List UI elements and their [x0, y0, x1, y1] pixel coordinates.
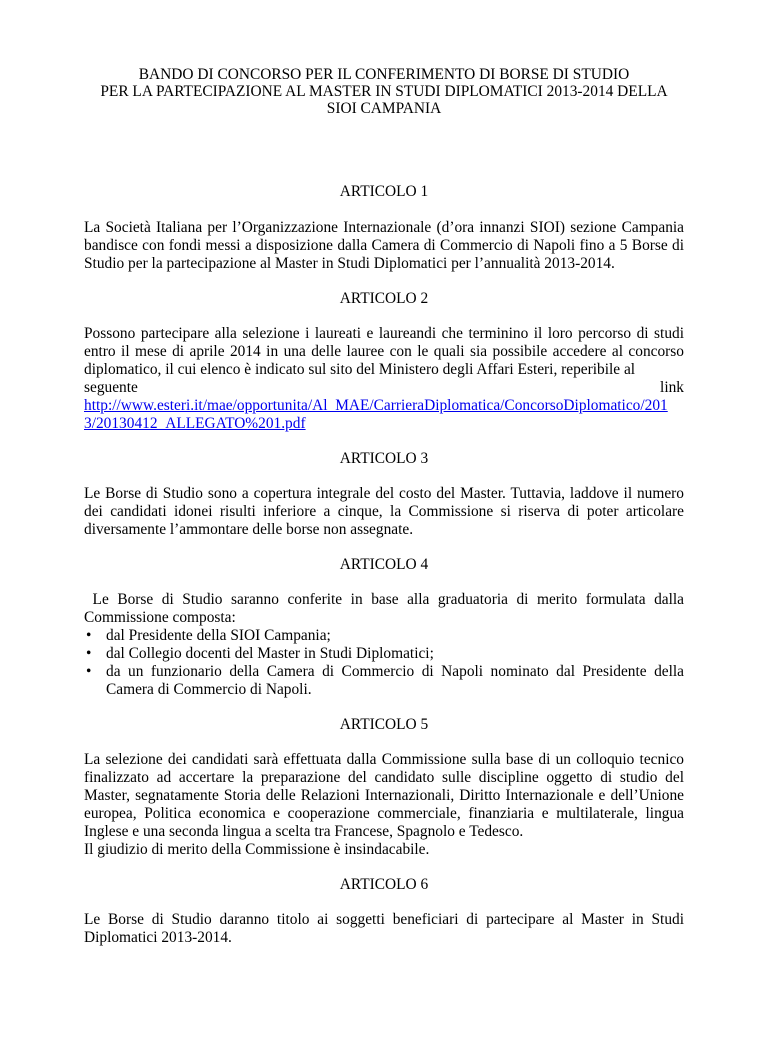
- bullet-icon: •: [86, 627, 92, 644]
- list-item-text: da un funzionario della Camera di Commercio di Napoli nominato dal Presidente della Camera di Commercio di Napoli.: [106, 663, 684, 698]
- article-6: [84, 876, 684, 947]
- article-4: [84, 556, 688, 699]
- article-text: Le Borse di Studio daranno titolo ai soggetti beneficiari di partecipare al Master in Studi Diplomatici 2013-2014.: [84, 911, 684, 946]
- article-heading: ARTICOLO 2: [339, 290, 429, 307]
- ministry-link[interactable]: [84, 397, 684, 433]
- article-text-end: seguente link: [84, 379, 684, 396]
- article-2: [84, 290, 684, 433]
- article-text: La selezione dei candidati sarà effettuata dalla Commissione sulla base di un colloquio tecnico finalizzato ad accertare la preparazione del candidato sulle discipline oggetto di studio del Master, segnatamente Storia delle Relazioni Internazionali, Diritto Internazionale e dell’Unione europea, Politica economica e cooperazione commerciale, finanziaria e multilaterale, lingua Inglese e una seconda lingua a scelta tra Francese, Spagnolo e Tedesco.: [84, 751, 684, 840]
- article-heading: ARTICOLO 1: [339, 183, 429, 200]
- link-line: http://www.esteri.it/mae/opportunita/Al_MAE/CarrieraDiplomatica/ConcorsoDiplomatico/201: [84, 397, 668, 414]
- list-item-text: dal Presidente della SIOI Campania;: [106, 627, 331, 644]
- article-heading: ARTICOLO 5: [339, 716, 429, 733]
- article-heading: ARTICOLO 6: [339, 876, 429, 893]
- list-item: [84, 663, 684, 699]
- bullet-icon: •: [86, 645, 92, 662]
- article-text: Le Borse di Studio saranno conferite in base alla graduatoria di merito formulata dalla Commissione composta:: [84, 591, 688, 626]
- document-page: [0, 66, 768, 1060]
- list-item: [84, 627, 684, 645]
- article-1: [84, 183, 684, 273]
- bullet-icon: •: [86, 663, 92, 680]
- title-line: PER LA PARTECIPAZIONE AL MASTER IN STUDI DIPLOMATICI 2013-2014 DELLA: [100, 83, 668, 100]
- link-line: 3/20130412_ALLEGATO%201.pdf: [84, 415, 306, 432]
- article-text: Il giudizio di merito della Commissione è insindacabile.: [84, 841, 430, 858]
- article-5: [84, 716, 684, 859]
- list-item-text: dal Collegio docenti del Master in Studi Diplomatici;: [106, 645, 434, 662]
- commission-list: [84, 627, 684, 699]
- article-heading: ARTICOLO 3: [339, 450, 429, 467]
- article-text: Possono partecipare alla selezione i laureati e laureandi che terminino il loro percorso di studi entro il mese di aprile 2014 in una delle lauree con le quali sia possibile accedere al concorso diplomatico, il cui elenco è indicato sul sito del Ministero degli Affari Esteri, reperibile al: [84, 325, 684, 378]
- list-item: [84, 645, 684, 663]
- document-title: [84, 66, 684, 117]
- article-heading: ARTICOLO 4: [339, 556, 429, 573]
- title-line: SIOI CAMPANIA: [326, 100, 442, 117]
- title-line: BANDO DI CONCORSO PER IL CONFERIMENTO DI BORSE DI STUDIO: [138, 66, 630, 83]
- article-text: La Società Italiana per l’Organizzazione Internazionale (d’ora innanzi SIOI) sezione Campania bandisce con fondi messi a disposizione dalla Camera di Commercio di Napoli fino a 5 Borse di Studio per la partecipazione al Master in Studi Diplomatici per l’annualità 2013-2014.: [84, 219, 684, 272]
- article-3: [84, 450, 684, 539]
- article-text: Le Borse di Studio sono a copertura integrale del costo del Master. Tuttavia, laddove il numero dei candidati idonei risulti inferiore a cinque, la Commissione si riserva di poter articolare diversamente l’ammontare delle borse non assegnate.: [84, 485, 684, 538]
